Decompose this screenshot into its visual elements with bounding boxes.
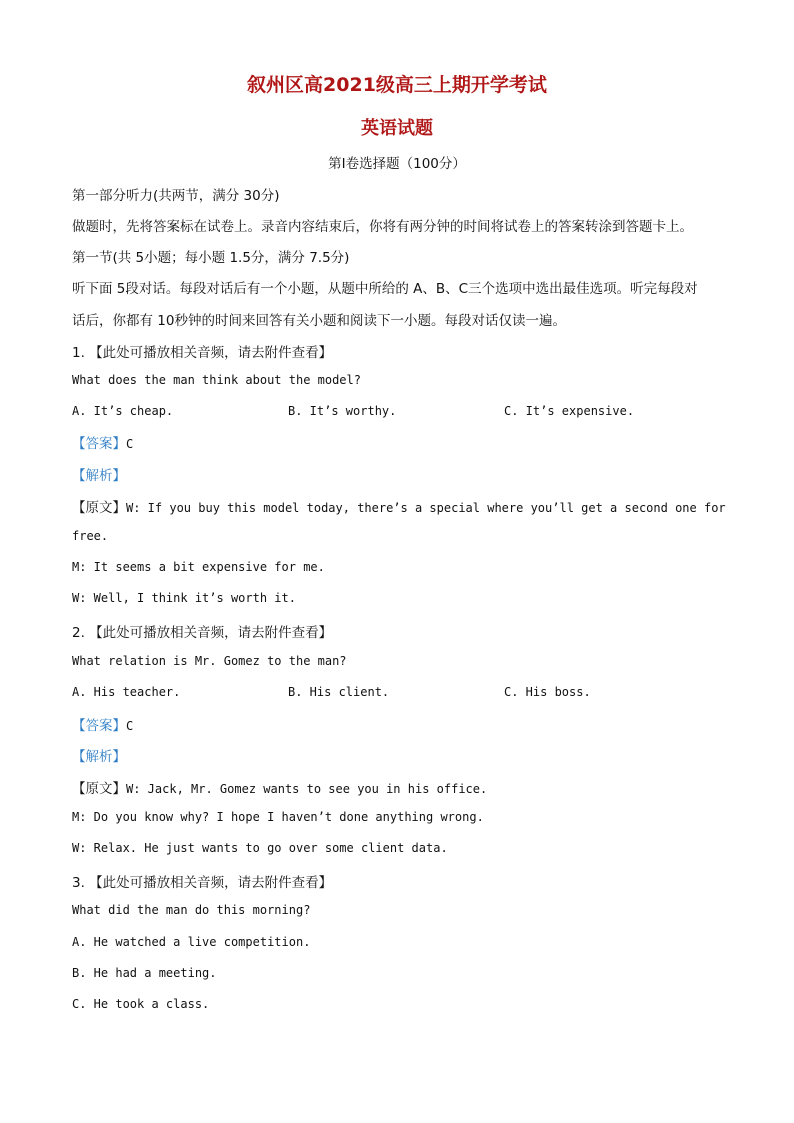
question-2-transcript-line-2: M: Do you know why? I hope I haven’t done anything wrong. [72,810,484,824]
question-1-transcript-line-2: free. [72,529,109,543]
question-1-prompt[interactable]: 1. 【此处可播放相关音频，请去附件查看】 [72,345,333,361]
question-3-option-a: A. He watched a live competition. [72,935,311,949]
question-2-option-a: A. His teacher. [72,685,181,699]
question-2-transcript-line-3: W: Relax. He just wants to go over some client data. [72,841,448,855]
question-3-text: What did the man do this morning? [72,903,311,917]
volume-heading: 第Ⅰ卷选择题（100分） [328,156,466,172]
question-2-text: What relation is Mr. Gomez to the man? [72,654,347,668]
answer-value: C [126,437,134,451]
question-2-analysis-tag: 【解析】 [72,749,126,765]
question-2-option-b: B. His client. [288,685,390,699]
section1-heading: 第一节(共 5小题；每小题 1.5分，满分 7.5分) [72,250,350,266]
transcript-tag: 【原文】 [72,500,126,516]
question-2-answer [72,714,133,734]
question-1-transcript-line-1 [72,496,726,516]
question-3-prompt[interactable]: 3. 【此处可播放相关音频，请去附件查看】 [72,875,333,891]
transcript-tag: 【原文】 [72,781,126,797]
question-1-text: What does the man think about the model? [72,373,361,387]
question-1-analysis-tag: 【解析】 [72,468,126,484]
question-2-prompt[interactable]: 2. 【此处可播放相关音频，请去附件查看】 [72,625,333,641]
question-1-option-c: C. It’s expensive. [504,404,635,418]
question-2-option-c: C. His boss. [504,685,591,699]
transcript-text: W: If you buy this model today, there’s a special where you’ll get a second one for [126,501,726,515]
question-1-option-b: B. It’s worthy. [288,404,397,418]
exam-subtitle: 英语试题 [361,118,433,139]
directions-line-1: 听下面 5段对话。每段对话后有一个小题，从题中所给的 A、B、C三个选项中选出最佳选项。听完每段对 [72,281,698,297]
exam-title: 叙州区高2021级高三上期开学考试 [247,74,547,96]
question-3-option-c: C. He took a class. [72,997,210,1011]
question-2-transcript-line-1 [72,777,487,797]
answer-tag: 【答案】 [72,718,126,734]
question-3-option-b: B. He had a meeting. [72,966,217,980]
instruction-note: 做题时，先将答案标在试卷上。录音内容结束后，你将有两分钟的时间将试卷上的答案转涂到答题卡上。 [72,219,693,235]
part1-heading: 第一部分听力(共两节，满分 30分) [72,188,280,204]
question-1-answer [72,432,133,452]
question-1-transcript-line-4: W: Well, I think it’s worth it. [72,591,296,605]
directions-line-2: 话后，你都有 10秒钟的时间来回答有关小题和阅读下一小题。每段对话仅读一遍。 [72,313,566,329]
answer-value: C [126,719,134,733]
transcript-text: W: Jack, Mr. Gomez wants to see you in his office. [126,782,488,796]
question-1-option-a: A. It’s cheap. [72,404,174,418]
answer-tag: 【答案】 [72,436,126,452]
question-1-transcript-line-3: M: It seems a bit expensive for me. [72,560,325,574]
